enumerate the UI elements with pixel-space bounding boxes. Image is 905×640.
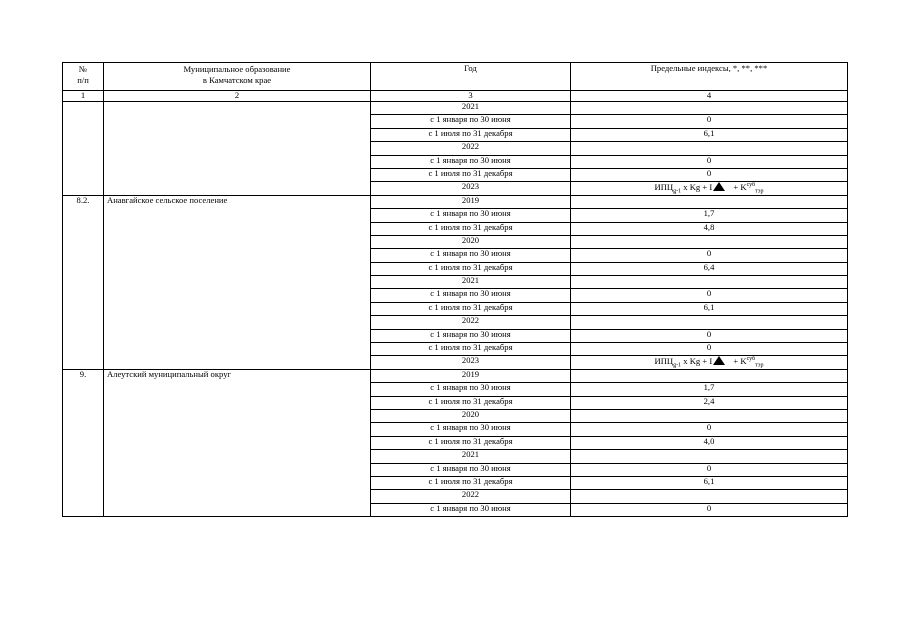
- formula-sub1: g-1: [673, 363, 682, 370]
- period-cell: с 1 июля по 31 декабря: [371, 396, 571, 409]
- period-cell: 2019: [371, 195, 571, 208]
- header-indices: Предельные индексы, *, **, ***: [571, 63, 848, 91]
- row-number-cell: 8.2.: [63, 195, 104, 369]
- period-cell: 2023: [371, 356, 571, 369]
- period-cell: с 1 июля по 31 декабря: [371, 222, 571, 235]
- index-value-cell: 2,4: [571, 396, 848, 409]
- period-cell: 2021: [371, 450, 571, 463]
- index-value-cell: 6,1: [571, 128, 848, 141]
- period-cell: с 1 января по 30 июня: [371, 463, 571, 476]
- period-cell: с 1 января по 30 июня: [371, 289, 571, 302]
- period-cell: с 1 января по 30 июня: [371, 383, 571, 396]
- index-value-cell: [571, 409, 848, 422]
- period-cell: 2020: [371, 235, 571, 248]
- period-cell: 2023: [371, 182, 571, 195]
- index-value-cell: 0: [571, 289, 848, 302]
- period-cell: с 1 июля по 31 декабря: [371, 476, 571, 489]
- index-value-cell: 1,7: [571, 383, 848, 396]
- index-value-cell: 0: [571, 423, 848, 436]
- index-value-cell: 6,4: [571, 262, 848, 275]
- tariff-index-table: [62, 62, 848, 517]
- period-cell: 2020: [371, 409, 571, 422]
- row-number-cell: [63, 102, 104, 196]
- index-value-cell: 4,8: [571, 222, 848, 235]
- formula-mid: x Kg + I: [681, 182, 713, 193]
- delta-triangle-icon: [712, 356, 731, 366]
- period-cell: с 1 января по 30 июня: [371, 503, 571, 516]
- period-cell: с 1 июля по 31 декабря: [371, 262, 571, 275]
- index-value-cell: [571, 142, 848, 155]
- index-formula: [654, 356, 764, 370]
- index-value-cell: 0: [571, 503, 848, 516]
- formula-mid: x Kg + I: [681, 356, 713, 367]
- municipality-name-cell: Анавгайское сельское поселение: [104, 195, 371, 369]
- formula-plus: + K: [731, 182, 747, 193]
- formula-plus: + K: [731, 356, 747, 367]
- period-cell: с 1 января по 30 июня: [371, 329, 571, 342]
- index-value-cell: 4,0: [571, 436, 848, 449]
- formula-sup: суб: [746, 182, 756, 189]
- period-cell: с 1 июля по 31 декабря: [371, 436, 571, 449]
- municipality-name-cell: Алеутский муниципальный округ: [104, 369, 371, 516]
- delta-triangle-icon: [712, 182, 731, 192]
- column-number: 1: [63, 91, 104, 102]
- index-value-cell: [571, 235, 848, 248]
- index-value-cell: [571, 316, 848, 329]
- table-row: [63, 102, 848, 115]
- period-cell: с 1 января по 30 июня: [371, 423, 571, 436]
- period-cell: с 1 января по 30 июня: [371, 249, 571, 262]
- index-value-cell: [571, 195, 848, 208]
- period-cell: с 1 июля по 31 декабря: [371, 128, 571, 141]
- table-row: [63, 195, 848, 208]
- period-cell: 2021: [371, 276, 571, 289]
- index-value-cell: 6,1: [571, 476, 848, 489]
- formula-base: ИПЦ: [654, 356, 674, 367]
- index-value-cell: [571, 182, 848, 195]
- header-municipality: [104, 63, 371, 91]
- period-cell: с 1 января по 30 июня: [371, 209, 571, 222]
- column-number: 2: [104, 91, 371, 102]
- index-value-cell: 0: [571, 463, 848, 476]
- index-value-cell: [571, 490, 848, 503]
- header-number-line1: №: [78, 64, 88, 74]
- index-value-cell: 0: [571, 115, 848, 128]
- period-cell: 2021: [371, 102, 571, 115]
- index-value-cell: 0: [571, 168, 848, 181]
- index-value-cell: 6,1: [571, 302, 848, 315]
- index-formula: [654, 182, 764, 196]
- index-value-cell: 0: [571, 249, 848, 262]
- column-number: 4: [571, 91, 848, 102]
- header-year: Год: [371, 63, 571, 91]
- period-cell: 2022: [371, 490, 571, 503]
- column-number: 3: [371, 91, 571, 102]
- header-number: [63, 63, 104, 91]
- table-header-row: [63, 63, 848, 91]
- period-cell: 2019: [371, 369, 571, 382]
- index-value-cell: 0: [571, 155, 848, 168]
- index-value-cell: [571, 356, 848, 369]
- formula-sub2: тэр: [755, 363, 764, 370]
- period-cell: с 1 июля по 31 декабря: [371, 343, 571, 356]
- header-municipality-line1: Муниципальное образование: [183, 64, 291, 74]
- header-municipality-line2: в Камчатском крае: [202, 75, 272, 85]
- period-cell: 2022: [371, 316, 571, 329]
- index-value-cell: [571, 369, 848, 382]
- header-number-line2: п/п: [77, 75, 89, 85]
- period-cell: 2022: [371, 142, 571, 155]
- period-cell: с 1 января по 30 июня: [371, 115, 571, 128]
- column-number-row: [63, 91, 848, 102]
- index-value-cell: [571, 450, 848, 463]
- table-row: [63, 369, 848, 382]
- index-value-cell: 0: [571, 343, 848, 356]
- index-value-cell: 1,7: [571, 209, 848, 222]
- formula-sup: суб: [746, 356, 756, 363]
- index-value-cell: [571, 102, 848, 115]
- formula-base: ИПЦ: [654, 182, 674, 193]
- period-cell: с 1 января по 30 июня: [371, 155, 571, 168]
- municipality-name-cell: [104, 102, 371, 196]
- index-value-cell: 0: [571, 329, 848, 342]
- period-cell: с 1 июля по 31 декабря: [371, 168, 571, 181]
- index-value-cell: [571, 276, 848, 289]
- period-cell: с 1 июля по 31 декабря: [371, 302, 571, 315]
- formula-sub1: g-1: [673, 189, 682, 196]
- formula-sub2: тэр: [755, 189, 764, 196]
- row-number-cell: 9.: [63, 369, 104, 516]
